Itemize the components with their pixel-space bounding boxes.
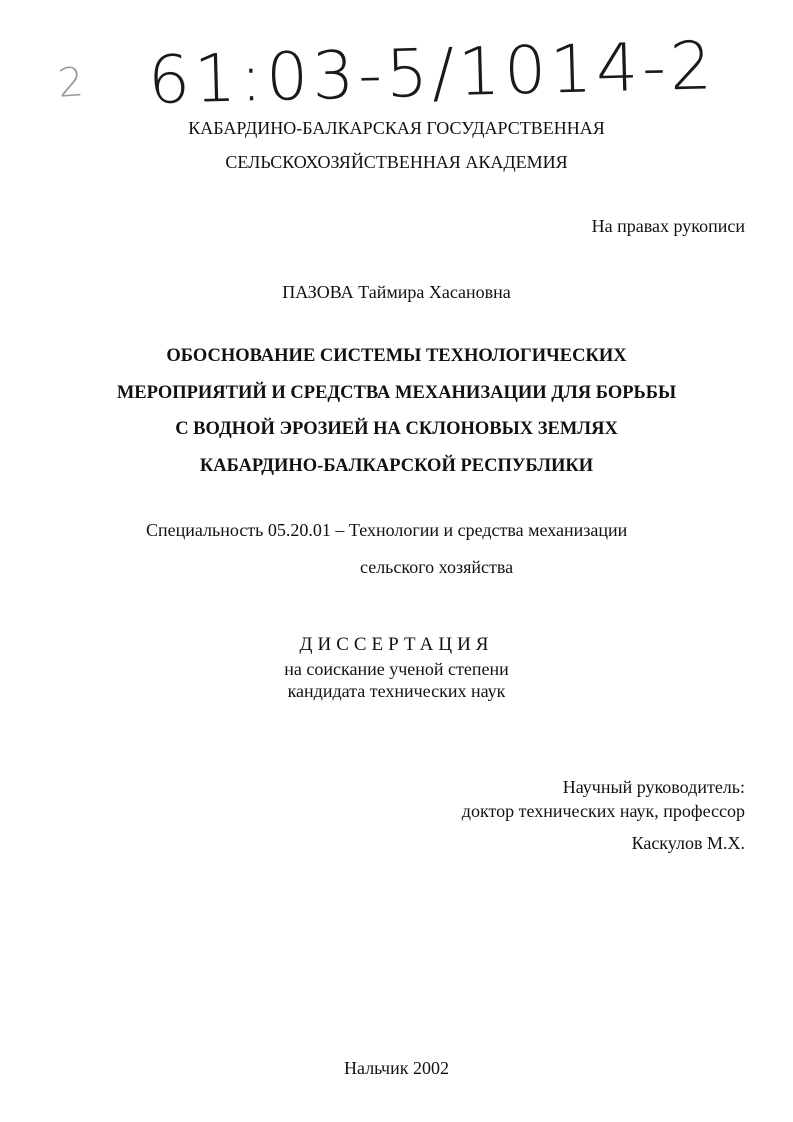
supervisor-degree: доктор технических наук, профессор (461, 801, 745, 821)
degree-line-2: кандидата технических наук (287, 681, 506, 701)
author-name: ПАЗОВА Таймира Хасановна (282, 282, 511, 302)
handwritten-margin-mark: 2 (56, 59, 86, 107)
place-year: Нальчик 2002 (344, 1058, 449, 1078)
title-line-1: ОБОСНОВАНИЕ СИСТЕМЫ ТЕХНОЛОГИЧЕСКИХ (166, 346, 627, 366)
supervisor-label: Научный руководитель: (562, 777, 745, 797)
dissertation-label: ДИССЕРТАЦИЯ (299, 634, 494, 655)
institution-line-1: КАБАРДИНО-БАЛКАРСКАЯ ГОСУДАРСТВЕННАЯ (188, 118, 605, 138)
title-line-2: МЕРОПРИЯТИЙ И СРЕДСТВА МЕХАНИЗАЦИИ ДЛЯ БОРЬБЫ (116, 383, 677, 403)
degree-line-1: на соискание ученой степени (284, 659, 509, 679)
supervisor-name: Каскулов М.Х. (631, 833, 745, 853)
specialty-line-2: сельского хозяйства (360, 557, 514, 577)
title-line-3: С ВОДНОЙ ЭРОЗИЕЙ НА СКЛОНОВЫХ ЗЕМЛЯХ (175, 419, 618, 439)
specialty-line-1: Специальность 05.20.01 – Технологии и средства механизации (146, 520, 628, 540)
title-line-4: КАБАРДИНО-БАЛКАРСКОЙ РЕСПУБЛИКИ (199, 456, 594, 476)
handwritten-catalog-code: 61:03-5/1014-2 (146, 27, 717, 119)
institution-line-2: СЕЛЬСКОХОЗЯЙСТВЕННАЯ АКАДЕМИЯ (225, 152, 568, 172)
rights-note: На правах рукописи (591, 216, 745, 236)
